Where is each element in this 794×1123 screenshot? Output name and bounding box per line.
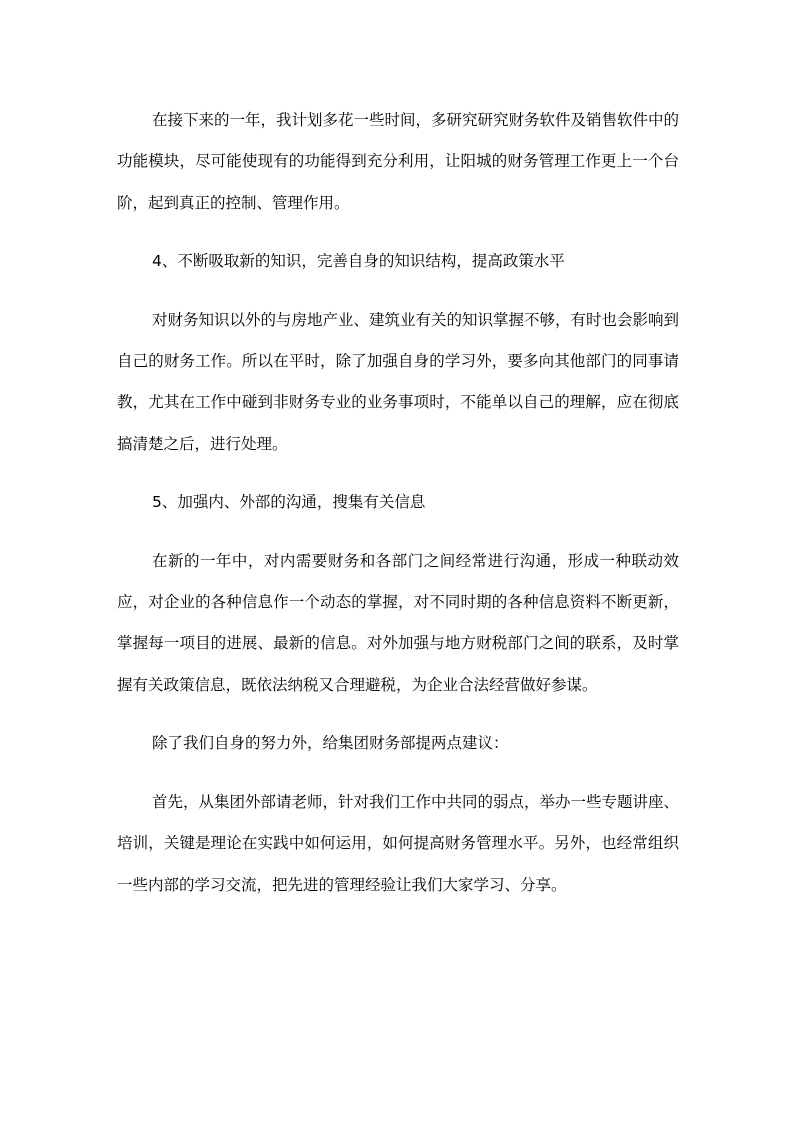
paragraph-suggestion-first: 首先，从集团外部请老师，针对我们工作中共同的弱点，举办一些专题讲座、培训，关键是理论在实践中如何运用，如何提高财务管理水平。另外，也经常组织一些内部的学习交流，把先进的管理经验让我们大家学习、分享。 (117, 792, 680, 894)
paragraph-communication: 在新的一年中，对内需要财务和各部门之间经常进行沟通，形成一种联动效应，对企业的各种信息作一个动态的掌握，对不同时期的各种信息资料不断更新，掌握每一项目的进展、最新的信息。对外加强与地方财税部门之间的联系，及时掌握有关政策信息，既依法纳税又合理避税，为企业合法经营做好参谋。 (117, 551, 679, 694)
paragraph-suggestions-intro: 除了我们自身的努力外，给集团财务部提两点建议： (152, 734, 509, 753)
paragraph-knowledge: 对财务知识以外的与房地产业、建筑业有关的知识掌握不够，有时也会影响到自己的财务工作。所以在平时，除了加强自身的学习外，要多向其他部门的同事请教，尤其在工作中碰到非财务专业的业务事项时，不能单以自己的理解，应在彻底搞清楚之后，进行处理。 (117, 310, 680, 453)
heading-item-5: 5、加强内、外部的沟通，搜集有关信息 (152, 493, 426, 512)
heading-item-4: 4、不断吸取新的知识，完善自身的知识结构，提高政策水平 (152, 252, 565, 271)
paragraph-software-plan: 在接下来的一年，我计划多花一些时间，多研究研究财务软件及销售软件中的功能模块，尽可能使现有的功能得到充分利用，让阳城的财务管理工作更上一个台阶，起到真正的控制、管理作用。 (117, 111, 680, 212)
document-body (117, 100, 679, 906)
